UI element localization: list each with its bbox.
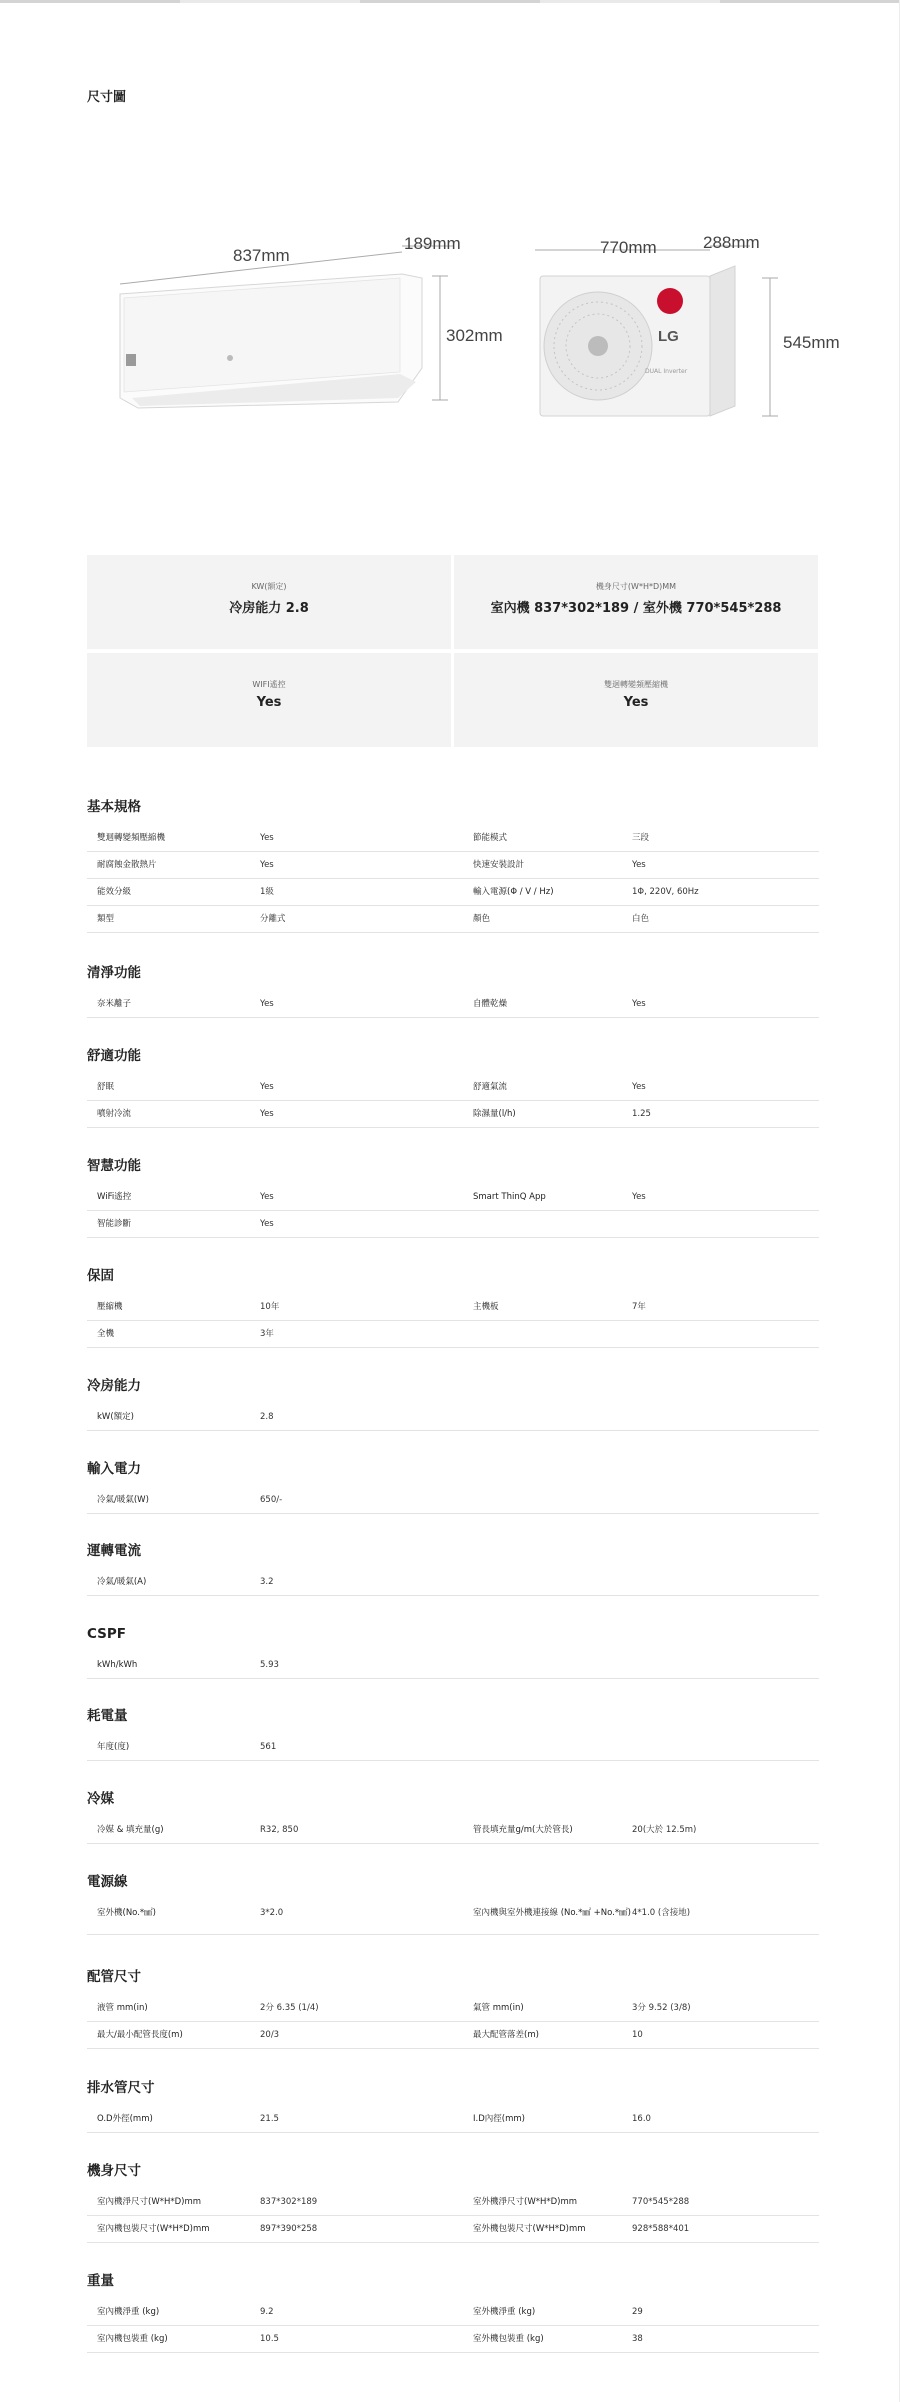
summary-label: 機身尺寸(W*H*D)MM (595, 582, 677, 591)
spec-value: 561 (260, 1742, 277, 1752)
group-title: 排水管尺寸 (87, 2080, 155, 2096)
spec-label: 最大配管落差(m) (473, 2030, 539, 2040)
spec-label: 室內機淨重 (kg) (97, 2307, 160, 2317)
spec-value: 10 (632, 2030, 643, 2040)
outdoor-width-label: 770mm (600, 238, 657, 257)
spec-label: 液管 mm(in) (97, 2003, 148, 2013)
summary-grid (87, 555, 819, 748)
spec-label: 最大/最小配管長度(m) (97, 2030, 183, 2040)
group-title: 冷房能力 (87, 1378, 141, 1394)
spec-label: 舒適氣流 (473, 1082, 508, 1092)
summary-cooling (87, 555, 451, 649)
indoor-height-label: 302mm (446, 326, 503, 345)
group-title: 保固 (87, 1268, 114, 1284)
spec-value: Yes (260, 1192, 274, 1202)
spec-row (87, 2189, 819, 2216)
spec-label: 室外機包裝重 (kg) (473, 2334, 544, 2344)
spec-label: 類型 (97, 914, 115, 924)
spec-value: 三段 (632, 833, 650, 843)
spec-label: 室內機與室外機連接線 (No.*㎟ +No.*㎟) (473, 1908, 631, 1918)
group-title: 智慧功能 (87, 1158, 141, 1174)
group-title: 電源線 (87, 1874, 128, 1890)
spec-value: 分離式 (260, 914, 286, 924)
spec-label: 冷氣/暖氣(W) (97, 1495, 149, 1505)
spec-value: 5.93 (260, 1660, 279, 1670)
spec-label: 節能模式 (473, 833, 508, 843)
spec-label: 自體乾燥 (473, 999, 508, 1009)
spec-group-power-cable (87, 1872, 819, 1935)
summary-label: 雙迴轉變頻壓縮機 (604, 680, 668, 689)
spec-value: 897*390*258 (260, 2224, 318, 2234)
spec-value: Yes (260, 1219, 274, 1229)
spec-value: 837*302*189 (260, 2197, 318, 2207)
group-title: 清淨功能 (87, 965, 141, 981)
spec-row (87, 1074, 819, 1101)
spec-label: 室外機淨重 (kg) (473, 2307, 536, 2317)
spec-label: Smart ThinQ App (473, 1192, 546, 1202)
group-title: CSPF (87, 1626, 126, 1642)
spec-label: 奈米離子 (97, 999, 132, 1009)
spec-value: Yes (260, 1109, 274, 1119)
spec-label: 雙迴轉變頻壓縮機 (97, 833, 166, 843)
spec-label: 顏色 (473, 914, 491, 924)
spec-value: Yes (632, 860, 646, 870)
summary-value: Yes (256, 695, 282, 710)
spec-row (87, 1652, 819, 1679)
spec-label: 室外機包裝尺寸(W*H*D)mm (473, 2224, 586, 2234)
spec-label: 噴射冷流 (97, 1109, 132, 1119)
spec-group-weight (87, 2271, 819, 2353)
spec-row (87, 1404, 819, 1431)
spec-value: 2.8 (260, 1412, 274, 1422)
indoor-depth-label: 189mm (404, 234, 461, 253)
spec-value: 白色 (632, 914, 650, 924)
spec-row (87, 1101, 819, 1128)
spec-label: kWh/kWh (97, 1660, 138, 1670)
spec-value: 1.25 (632, 1109, 651, 1119)
spec-label: kW(額定) (97, 1412, 134, 1422)
spec-value: 38 (632, 2334, 643, 2344)
spec-group-clean (87, 963, 819, 1018)
spec-group-current (87, 1541, 819, 1596)
spec-row (87, 1294, 819, 1321)
spec-row (87, 2106, 819, 2133)
spec-value: 29 (632, 2307, 643, 2317)
group-title: 基本規格 (87, 799, 141, 815)
spec-label: 輸入電源(Φ / V / Hz) (473, 887, 554, 897)
spec-row (87, 2299, 819, 2326)
summary-compressor (454, 653, 818, 747)
spec-value: Yes (260, 860, 274, 870)
indoor-width-label: 837mm (233, 246, 290, 265)
spec-label: 壓縮機 (97, 1302, 123, 1312)
summary-size (454, 555, 818, 649)
spec-value: Yes (260, 999, 274, 1009)
spec-row (87, 852, 819, 879)
spec-value: 21.5 (260, 2114, 279, 2124)
spec-value: 3.2 (260, 1577, 274, 1587)
spec-value: 650/- (260, 1495, 283, 1505)
spec-value: 3*2.0 (260, 1908, 284, 1918)
outdoor-height-label: 545mm (783, 333, 840, 352)
spec-group-smart (87, 1156, 819, 1238)
spec-value: 16.0 (632, 2114, 651, 2124)
spec-row (87, 906, 819, 933)
spec-label: 氣管 mm(in) (473, 2003, 524, 2013)
group-title: 機身尺寸 (87, 2163, 141, 2179)
spec-group-cspf (87, 1624, 819, 1679)
spec-row (87, 1734, 819, 1761)
lg-logo: LG (658, 328, 679, 345)
spec-label: 冷氣/暖氣(A) (97, 1577, 147, 1587)
group-title: 舒適功能 (87, 1048, 141, 1064)
spec-row (87, 2216, 819, 2243)
spec-label: 快速安裝設計 (473, 860, 525, 870)
group-title: 耗電量 (87, 1708, 128, 1724)
spec-group-body (87, 2161, 819, 2243)
spec-group-cooling (87, 1376, 819, 1431)
spec-value: 1Φ, 220V, 60Hz (632, 887, 699, 897)
spec-label: I.D內徑(mm) (473, 2114, 525, 2124)
spec-value: Yes (632, 1192, 646, 1202)
group-title: 冷媒 (87, 1791, 114, 1807)
spec-row (87, 1569, 819, 1596)
spec-label: 耐腐蝕金散熱片 (97, 860, 157, 870)
spec-label: 室內機淨尺寸(W*H*D)mm (97, 2197, 202, 2207)
dimension-title: 尺寸圖 (87, 90, 127, 105)
top-progress-bar (0, 0, 900, 3)
group-title: 輸入電力 (87, 1461, 141, 1477)
spec-row (87, 1321, 819, 1348)
group-title: 配管尺寸 (87, 1969, 141, 1985)
spec-value: Yes (260, 833, 274, 843)
spec-label: 冷媒 & 填充量(g) (97, 1825, 164, 1835)
group-title: 重量 (87, 2273, 114, 2289)
spec-value: 9.2 (260, 2307, 274, 2317)
spec-label: 主機板 (473, 1302, 499, 1312)
spec-label: 室內機包裝重 (kg) (97, 2334, 168, 2344)
spec-value: 3年 (260, 1329, 274, 1339)
summary-value: 室內機 837*302*189 / 室外機 770*545*288 (490, 601, 782, 616)
spec-row (87, 1995, 819, 2022)
spec-value: 1級 (260, 887, 274, 897)
spec-value: Yes (260, 1082, 274, 1092)
spec-value: 2分 6.35 (1/4) (260, 2003, 319, 2013)
spec-value: 770*545*288 (632, 2197, 690, 2207)
spec-label: 全機 (97, 1329, 115, 1339)
spec-row (87, 1900, 819, 1935)
spec-label: 室外機(No.*㎟) (97, 1908, 156, 1918)
spec-value: Yes (632, 1082, 646, 1092)
spec-label: 室內機包裝尺寸(W*H*D)mm (97, 2224, 210, 2234)
spec-value: 20/3 (260, 2030, 280, 2040)
spec-label: 舒眠 (97, 1082, 115, 1092)
spec-group-power-input (87, 1459, 819, 1514)
spec-value: 3分 9.52 (3/8) (632, 2003, 691, 2013)
spec-value: 7年 (632, 1302, 646, 1312)
outdoor-badge: DUAL Inverter (645, 368, 688, 375)
summary-label: KW(額定) (251, 582, 287, 591)
spec-label: 年度(度) (97, 1742, 130, 1752)
spec-row (87, 879, 819, 906)
spec-group-consumption (87, 1706, 819, 1761)
spec-value: 4*1.0 (含接地) (632, 1908, 691, 1918)
spec-label: O.D外徑(mm) (97, 2114, 153, 2124)
spec-group-warranty (87, 1266, 819, 1348)
spec-group-comfort (87, 1046, 819, 1128)
spec-label: 除濕量(l/h) (473, 1109, 516, 1119)
outdoor-depth-label: 288mm (703, 233, 760, 252)
spec-group-refrigerant (87, 1789, 819, 1844)
spec-value: 10年 (260, 1302, 280, 1312)
spec-label: 能效分級 (97, 887, 132, 897)
spec-row (87, 1184, 819, 1211)
spec-row (87, 825, 819, 852)
spec-value: 20(大於 12.5m) (632, 1825, 697, 1835)
summary-value: Yes (623, 695, 649, 710)
spec-row (87, 2326, 819, 2353)
spec-group-basic (87, 797, 819, 933)
spec-row (87, 991, 819, 1018)
spec-value: R32, 850 (260, 1825, 299, 1835)
spec-label: 室外機淨尺寸(W*H*D)mm (473, 2197, 578, 2207)
spec-value: Yes (632, 999, 646, 1009)
summary-label: WIFI遙控 (252, 680, 286, 689)
spec-label: 智能診斷 (97, 1219, 132, 1229)
spec-group-drain (87, 2078, 819, 2133)
spec-row (87, 1487, 819, 1514)
spec-group-piping (87, 1967, 819, 2049)
spec-row (87, 1817, 819, 1844)
spec-label: 管長填充量g/m(大於管長) (473, 1825, 573, 1835)
spec-row (87, 1211, 819, 1238)
group-title: 運轉電流 (87, 1543, 141, 1559)
spec-label: WiFi遙控 (97, 1192, 132, 1202)
spec-row (87, 2022, 819, 2049)
summary-value: 冷房能力 2.8 (229, 601, 309, 616)
spec-value: 928*588*401 (632, 2224, 690, 2234)
spec-value: 10.5 (260, 2334, 279, 2344)
summary-wifi (87, 653, 451, 747)
